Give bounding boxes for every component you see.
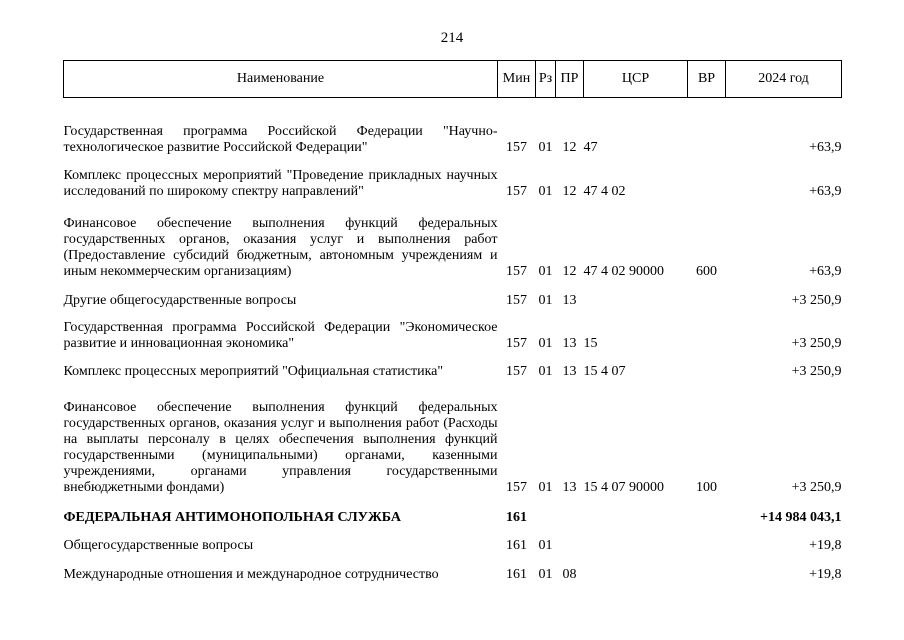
row-csr: 15 4 07	[583, 363, 626, 379]
row-name: Комплекс процессных мероприятий "Проведение прикладных научных исследований по широкому спектру направлений"	[63, 167, 498, 199]
row-rz: 01	[538, 363, 553, 379]
row-pr: 13	[562, 479, 577, 495]
table-row	[64, 352, 842, 380]
row-csr	[584, 526, 688, 554]
row-min: 157	[506, 335, 527, 351]
row-vr: 100	[696, 479, 717, 495]
budget-table	[63, 60, 842, 583]
row-amount: +63,9	[809, 183, 842, 199]
table-row	[64, 309, 842, 352]
row-min: 157	[506, 479, 527, 495]
row-csr: 47 4 02	[583, 183, 626, 199]
table-row	[64, 280, 842, 309]
row-amount: +3 250,9	[791, 363, 842, 379]
row-name: Финансовое обеспечение выполнения функций федеральных государственных органов, оказания услуг и выполнения работ (Предоставление субсидий бюджетным, автономным учреждениям и иным некоммерческим организациям)	[63, 215, 498, 279]
row-pr: 13	[562, 363, 577, 379]
row-amount: +19,8	[809, 537, 842, 553]
row-amount: +3 250,9	[791, 479, 842, 495]
row-rz: 01	[538, 479, 553, 495]
row-min: 161	[506, 537, 527, 553]
table-row	[64, 554, 842, 583]
row-amount: +19,8	[809, 566, 842, 582]
row-amount: +14 984 043,1	[760, 509, 842, 525]
header-year: 2024 год	[726, 61, 842, 98]
row-min: 161	[506, 509, 527, 525]
row-rz: 01	[538, 566, 553, 582]
row-name: Государственная программа Российской Федерации "Научно-технологическое развитие Российской Федерации"	[63, 123, 498, 155]
row-pr	[556, 526, 584, 554]
row-name: Международные отношения и международное сотрудничество	[63, 566, 439, 582]
row-csr: 47	[583, 139, 598, 155]
row-rz: 01	[538, 335, 553, 351]
row-rz	[536, 496, 556, 526]
row-rz: 01	[538, 139, 553, 155]
table-header-row	[64, 61, 842, 98]
table-row	[64, 98, 842, 156]
row-name: Другие общегосударственные вопросы	[63, 292, 297, 308]
row-rz: 01	[538, 183, 553, 199]
row-pr: 08	[562, 566, 577, 582]
row-rz: 01	[538, 292, 553, 308]
row-pr	[556, 496, 584, 526]
header-name: Наименование	[64, 61, 498, 98]
row-csr	[584, 554, 688, 583]
row-pr: 13	[562, 292, 577, 308]
row-vr: 600	[696, 263, 717, 279]
row-name: Финансовое обеспечение выполнения функций федеральных государственных органов, оказания услуг и выполнения работ (Расходы на выплаты персоналу в целях обеспечения выполнения функций государственными (муниципальными) органами, казенными учреждениями, органами управления государственными внебюджетными фондами)	[63, 399, 498, 495]
row-pr: 12	[562, 139, 577, 155]
row-vr	[688, 554, 726, 583]
row-csr: 15 4 07 90000	[583, 479, 664, 495]
row-vr	[688, 309, 726, 352]
row-min: 157	[506, 363, 527, 379]
row-vr	[688, 496, 726, 526]
table-row	[64, 156, 842, 200]
row-csr	[584, 496, 688, 526]
row-name: Общегосударственные вопросы	[63, 537, 254, 553]
row-vr	[688, 352, 726, 380]
row-vr	[688, 98, 726, 156]
row-name: ФЕДЕРАЛЬНАЯ АНТИМОНОПОЛЬНАЯ СЛУЖБА	[63, 509, 401, 525]
header-min: Мин	[498, 61, 536, 98]
row-csr: 15	[583, 335, 598, 351]
row-min: 157	[506, 263, 527, 279]
table-row	[64, 380, 842, 496]
row-pr: 13	[562, 335, 577, 351]
row-min: 157	[506, 139, 527, 155]
row-min: 157	[506, 292, 527, 308]
table-row	[64, 526, 842, 554]
row-rz: 01	[538, 263, 553, 279]
row-name: Комплекс процессных мероприятий "Официальная статистика"	[63, 363, 444, 379]
page-number: 214	[440, 30, 464, 46]
row-name: Государственная программа Российской Федерации "Экономическое развитие и инновационная экономика"	[63, 319, 498, 351]
table-row	[64, 200, 842, 280]
table-row	[64, 496, 842, 526]
row-amount: +3 250,9	[791, 292, 842, 308]
row-csr: 47 4 02 90000	[583, 263, 664, 279]
row-min: 157	[506, 183, 527, 199]
row-vr	[688, 280, 726, 309]
header-pr: ПР	[556, 61, 584, 98]
row-rz: 01	[538, 537, 553, 553]
row-pr: 12	[562, 263, 577, 279]
row-amount: +3 250,9	[791, 335, 842, 351]
header-rz: Рз	[536, 61, 556, 98]
row-csr	[584, 280, 688, 309]
row-vr	[688, 526, 726, 554]
row-amount: +63,9	[809, 139, 842, 155]
row-amount: +63,9	[809, 263, 842, 279]
row-vr	[688, 156, 726, 200]
header-csr: ЦСР	[584, 61, 688, 98]
header-vr: ВР	[688, 61, 726, 98]
row-min: 161	[506, 566, 527, 582]
row-pr: 12	[562, 183, 577, 199]
